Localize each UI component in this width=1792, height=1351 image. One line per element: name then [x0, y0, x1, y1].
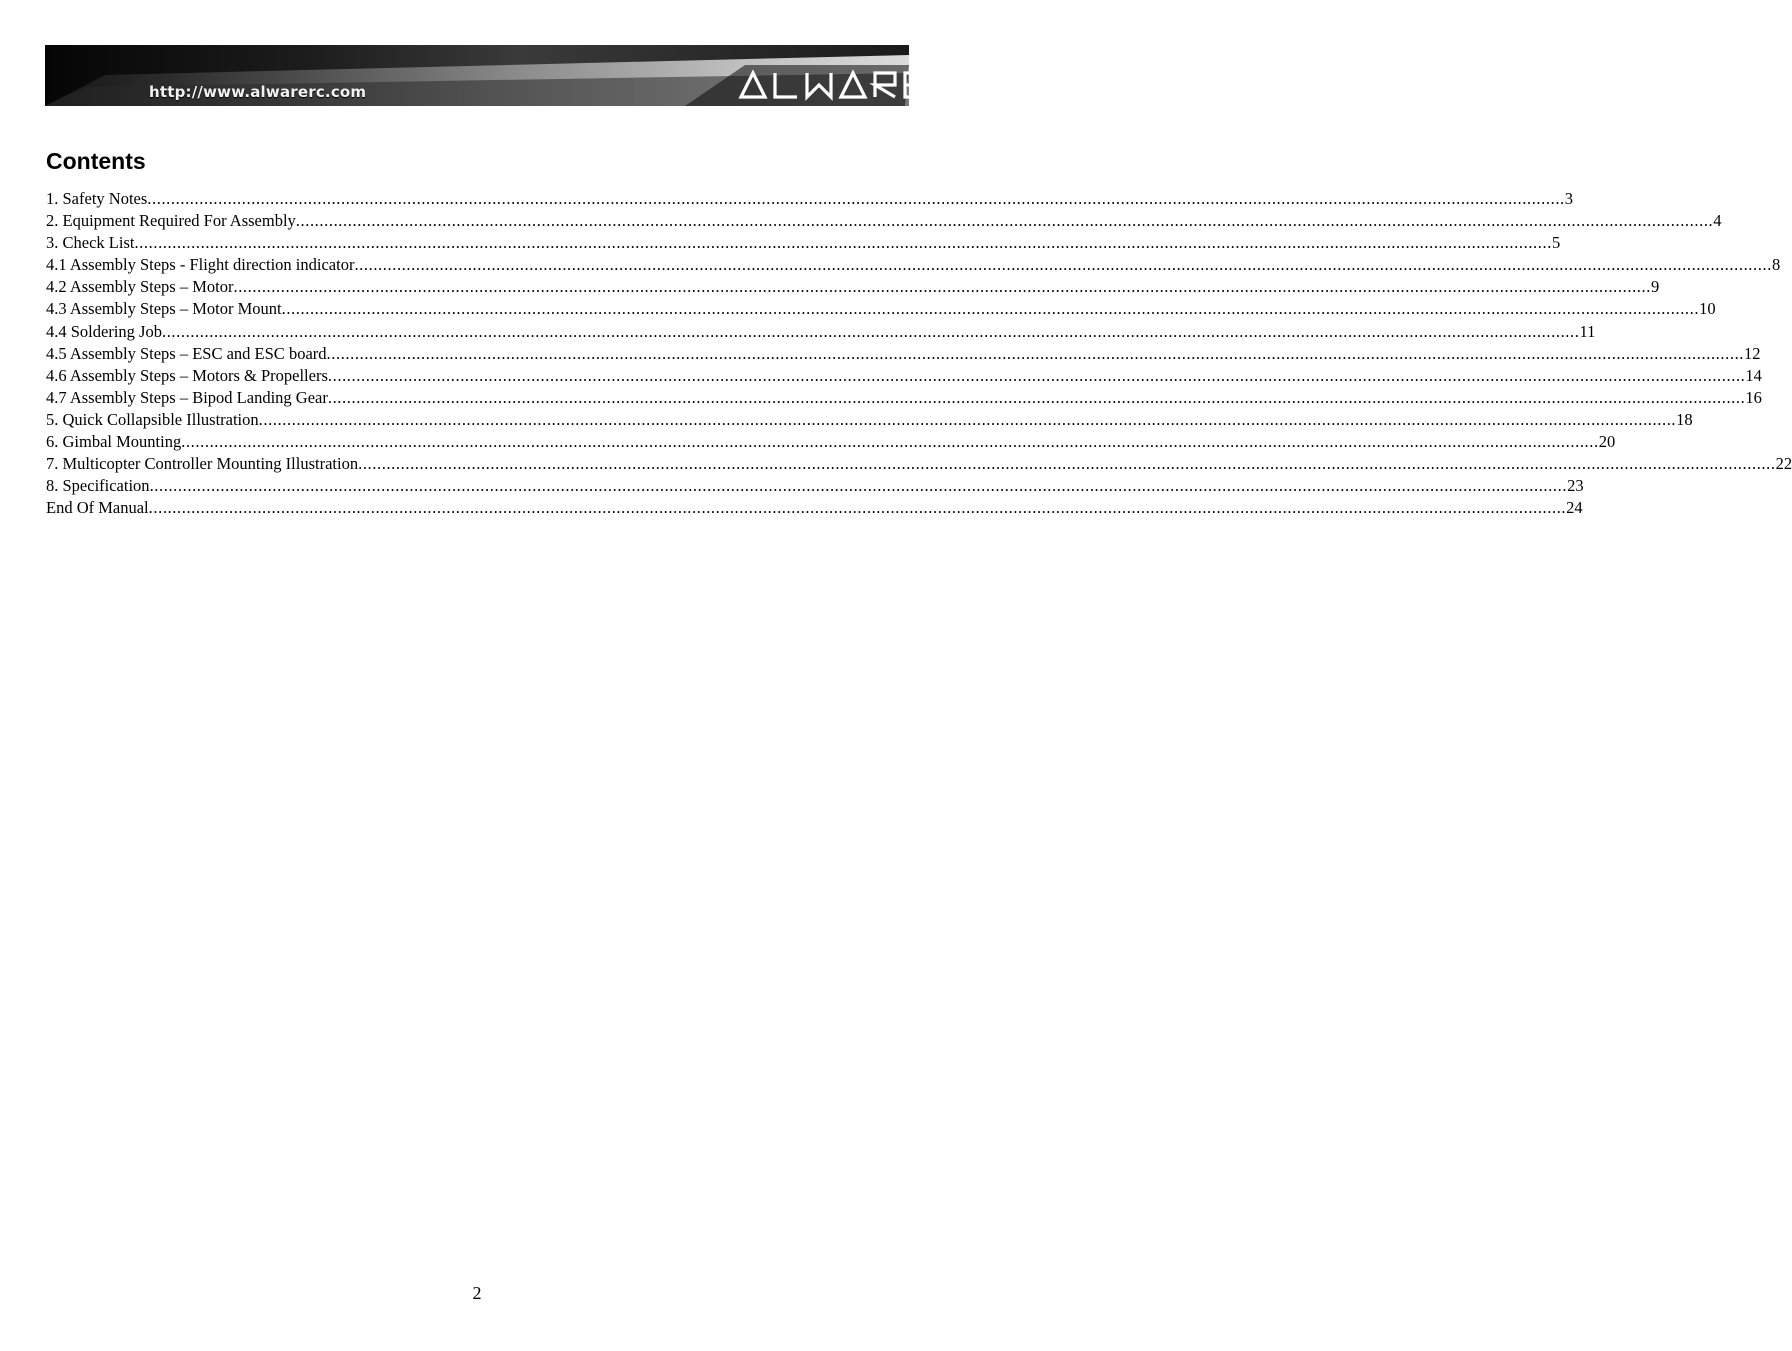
toc-dot-leader: ............................................................................................................................................................................................................................................................................................................ [295, 211, 1714, 231]
toc-entry-page: 12 [1744, 343, 1761, 363]
toc-entry-page: 4 [1713, 211, 1722, 231]
toc-entry-page: 16 [1745, 387, 1762, 407]
toc-entry[interactable] [46, 254, 1781, 276]
toc-entry-page: 24 [1566, 498, 1583, 518]
toc-entry-page: 8 [1771, 255, 1781, 275]
toc-entry[interactable] [46, 232, 1561, 254]
toc-entry[interactable] [46, 475, 1584, 497]
toc-entry-label: 4.6 Assembly Steps – Motors & Propellers [46, 365, 328, 385]
toc-dot-leader: ............................................................................................................................................................................................................................................................................................................ [327, 387, 1746, 407]
toc-entry[interactable] [46, 188, 1574, 210]
website-url: http://www.alwarerc.com [149, 83, 367, 101]
table-of-contents [46, 188, 1792, 519]
toc-entry-label: 5. Quick Collapsible Illustration [46, 409, 259, 429]
toc-entry[interactable] [46, 343, 1761, 365]
header-banner [45, 45, 909, 106]
toc-entry-label: 3. Check List [46, 233, 135, 253]
toc-entry-label: 4.7 Assembly Steps – Bipod Landing Gear [46, 387, 328, 407]
toc-entry-label: 7. Multicopter Controller Mounting Illustration [46, 454, 359, 474]
toc-entry-page: 11 [1579, 321, 1596, 341]
page-number: 2 [472, 1283, 482, 1303]
toc-dot-leader: ............................................................................................................................................................................................................................................................................................................ [358, 454, 1776, 474]
toc-entry-label: End Of Manual [46, 498, 149, 518]
toc-entry[interactable] [46, 365, 1762, 387]
toc-entry-label: 1. Safety Notes [46, 189, 148, 208]
toc-entry-label: 4.1 Assembly Steps - Flight direction indicator [46, 255, 355, 275]
toc-entry-page: 14 [1745, 365, 1762, 385]
contents-title: Contents [46, 148, 146, 174]
toc-entry[interactable] [46, 276, 1660, 298]
toc-entry-label: 4.5 Assembly Steps – ESC and ESC board [46, 343, 327, 363]
toc-entry[interactable] [46, 497, 1583, 519]
toc-dot-leader: ............................................................................................................................................................................................................................................................................................................ [181, 432, 1599, 452]
toc-dot-leader: ............................................................................................................................................................................................................................................................................................................ [326, 343, 1745, 363]
toc-entry-page: 20 [1598, 432, 1616, 452]
toc-entry-label: 4.4 Soldering Job [46, 321, 162, 341]
toc-entry-page: 5 [1551, 233, 1561, 253]
toc-entry[interactable] [46, 210, 1722, 232]
toc-entry[interactable] [46, 453, 1792, 475]
alware-logo [735, 67, 935, 101]
toc-entry-page: 23 [1567, 476, 1584, 496]
toc-entry-page: 10 [1699, 299, 1716, 319]
toc-dot-leader: ............................................................................................................................................................................................................................................................................................................ [147, 189, 1565, 208]
toc-entry[interactable] [46, 321, 1596, 343]
toc-dot-leader: ............................................................................................................................................................................................................................................................................................................ [354, 255, 1772, 275]
toc-entry-page: 3 [1564, 189, 1574, 208]
toc-entry[interactable] [46, 387, 1762, 409]
toc-entry[interactable] [46, 431, 1616, 453]
toc-entry[interactable] [46, 409, 1693, 431]
toc-entry[interactable] [46, 298, 1716, 320]
toc-dot-leader: ............................................................................................................................................................................................................................................................................................................ [134, 233, 1552, 253]
toc-entry-label: 2. Equipment Required For Assembly [46, 211, 296, 231]
toc-dot-leader: ............................................................................................................................................................................................................................................................................................................ [148, 498, 1567, 518]
toc-entry-page: 22 [1775, 454, 1792, 474]
toc-entry-label: 4.3 Assembly Steps – Motor Mount [46, 299, 282, 319]
toc-dot-leader: ............................................................................................................................................................................................................................................................................................................ [258, 409, 1677, 429]
toc-dot-leader: ............................................................................................................................................................................................................................................................................................................ [161, 321, 1580, 341]
toc-entry-label: 4.2 Assembly Steps – Motor [46, 277, 234, 297]
toc-dot-leader: ............................................................................................................................................................................................................................................................................................................ [233, 277, 1651, 297]
toc-dot-leader: ............................................................................................................................................................................................................................................................................................................ [327, 365, 1746, 385]
toc-entry-label: 6. Gimbal Mounting [46, 432, 182, 452]
toc-entry-page: 9 [1650, 277, 1660, 297]
toc-entry-label: 8. Specification [46, 476, 150, 496]
toc-dot-leader: ............................................................................................................................................................................................................................................................................................................ [149, 476, 1568, 496]
toc-entry-page: 18 [1676, 409, 1693, 429]
toc-dot-leader: ............................................................................................................................................................................................................................................................................................................ [281, 299, 1700, 319]
